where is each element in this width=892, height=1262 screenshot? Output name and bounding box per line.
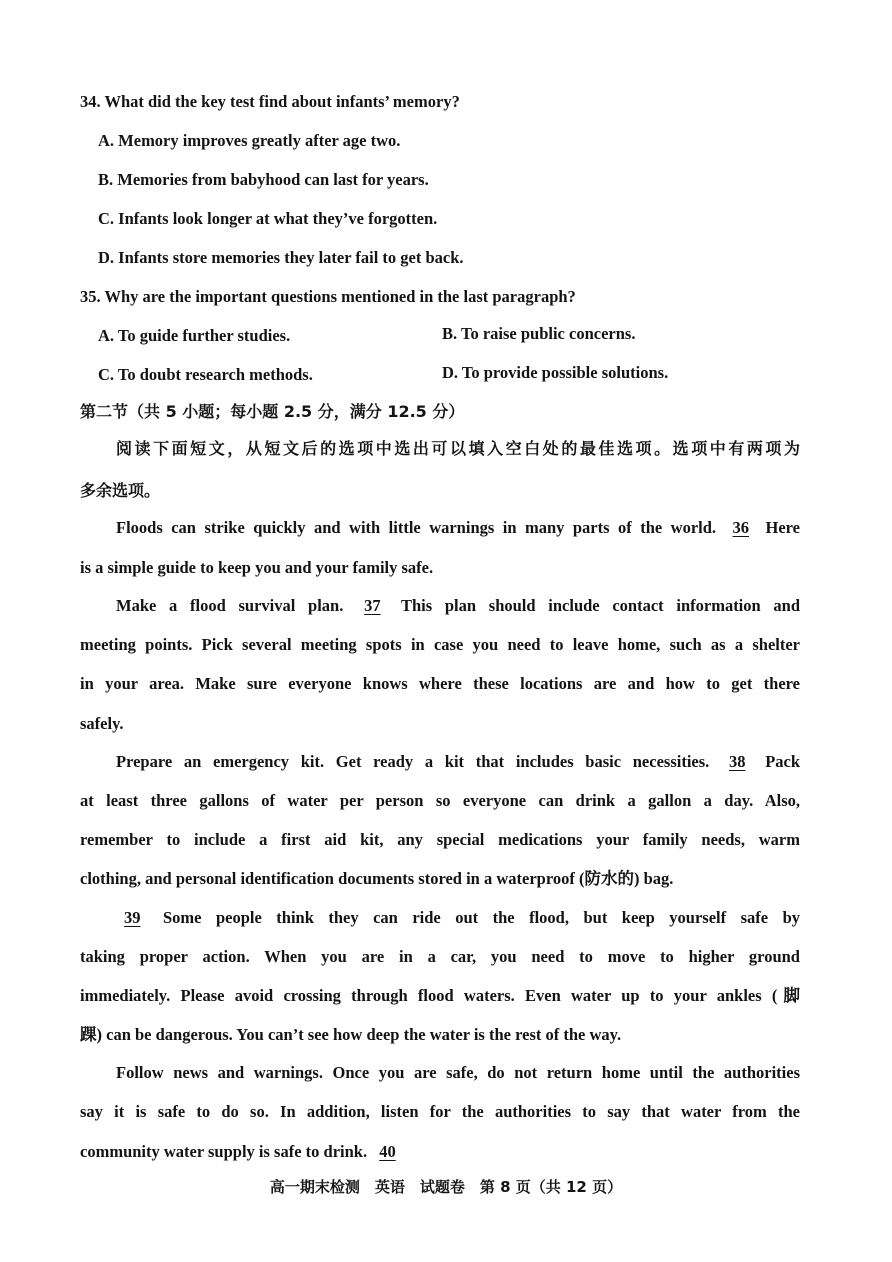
question-34-option-b: B. Memories from babyhood can last for years.	[98, 170, 429, 189]
passage-line: remember to include a first aid kit, any special medications your family needs, warm	[80, 830, 800, 849]
question-35-option-b: B. To raise public concerns.	[442, 324, 636, 343]
passage-line: 踝) can be dangerous. You can’t see how deep the water is the rest of the way.	[80, 1025, 622, 1044]
passage-text: Here	[765, 518, 800, 537]
passage-text: Some people think they can ride out the flood, but keep yourself safe by	[162, 908, 800, 927]
passage-line	[80, 1141, 404, 1163]
passage-text: This plan should include contact information and	[400, 596, 801, 615]
passage-line: Follow news and warnings. Once you are safe, do not return home until the authorities	[116, 1063, 800, 1082]
blank-40: 40	[379, 1142, 396, 1161]
question-35-option-d: D. To provide possible solutions.	[442, 363, 669, 382]
passage-line	[116, 907, 800, 929]
passage-line	[116, 595, 800, 617]
question-34-option-c: C. Infants look longer at what they’ve forgotten.	[98, 209, 438, 228]
blank-39: 39	[124, 908, 141, 927]
passage-text: Floods can strike quickly and with little warnings in many parts of the world.	[116, 518, 717, 537]
passage-line: at least three gallons of water per person so everyone can drink a gallon a day. Also,	[80, 791, 800, 810]
page-footer: 高一期末检测 英语 试题卷 第 8 页（共 12 页）	[269, 1178, 623, 1196]
question-34-option-d: D. Infants store memories they later fail to get back.	[98, 248, 464, 267]
blank-37: 37	[364, 596, 381, 615]
passage-text: Make a flood survival plan.	[116, 596, 344, 615]
section-instruction-line-2: 多余选项。	[80, 481, 161, 500]
passage-line: safely.	[80, 714, 124, 733]
passage-line	[116, 751, 800, 773]
passage-line: immediately. Please avoid crossing through flood waters. Even water up to your ankles (脚	[80, 986, 800, 1005]
passage-line	[116, 517, 800, 539]
passage-text: Prepare an emergency kit. Get ready a kit that includes basic necessities.	[116, 752, 710, 771]
question-35-option-a: A. To guide further studies.	[98, 326, 291, 345]
passage-line: meeting points. Pick several meeting spots in case you need to leave home, such as a shelter	[80, 635, 800, 654]
question-35-stem: 35. Why are the important questions mentioned in the last paragraph?	[80, 287, 576, 306]
passage-line: taking proper action. When you are in a car, you need to move to higher ground	[80, 947, 800, 966]
blank-38: 38	[728, 752, 746, 771]
passage-line: say it is safe to do so. In addition, listen for the authorities to say that water from the	[80, 1102, 800, 1121]
section-instruction-line-1: 阅读下面短文，从短文后的选项中选出可以填入空白处的最佳选项。选项中有两项为	[116, 439, 800, 458]
blank-36: 36	[732, 518, 750, 537]
question-35-option-c: C. To doubt research methods.	[98, 365, 313, 384]
question-34-option-a: A. Memory improves greatly after age two.	[98, 131, 401, 150]
passage-text: community water supply is safe to drink.	[80, 1142, 368, 1161]
section-heading: 第二节（共 5 小题；每小题 2.5 分，满分 12.5 分）	[80, 402, 465, 421]
passage-line: is a simple guide to keep you and your family safe.	[80, 558, 434, 577]
passage-text: Pack	[765, 752, 801, 771]
passage-line: clothing, and personal identification documents stored in a waterproof (防水的) bag.	[80, 869, 674, 888]
passage-line: in your area. Make sure everyone knows where these locations are and how to get there	[80, 674, 800, 693]
question-34-stem: 34. What did the key test find about infants’ memory?	[80, 92, 460, 111]
